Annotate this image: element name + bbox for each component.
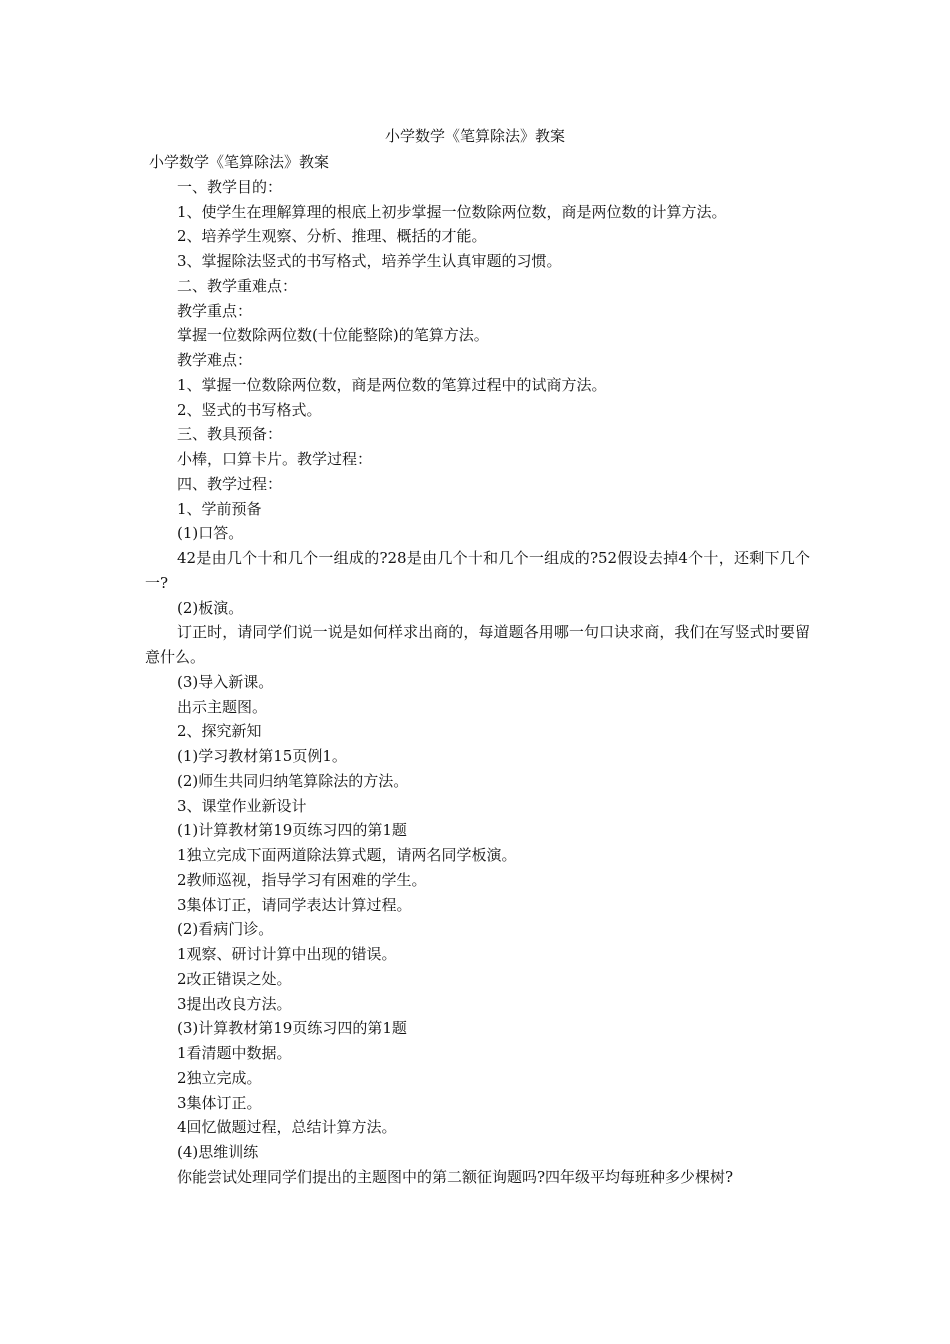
list-item: (3)导入新课。 — [177, 672, 274, 691]
list-item: 3提出改良方法。 — [177, 994, 292, 1013]
paragraph: 小棒，口算卡片。教学过程： — [177, 450, 373, 468]
paragraph: 你能尝试处理同学们提出的主题图中的第二额征询题吗?四年级平均每班种多少棵树? — [177, 1167, 734, 1186]
list-item: (2)看病门诊。 — [177, 920, 274, 939]
list-item: (1)计算教材第19页练习四的第1题 — [177, 821, 407, 840]
document-subtitle: 小学数学《笔算除法》教案 — [149, 153, 330, 171]
section-heading-key-points: 二、教学重难点： — [177, 276, 298, 295]
list-item: (2)师生共同归纳笔算除法的方法。 — [177, 771, 409, 790]
document-body — [145, 150, 810, 1190]
document-title: 小学数学《笔算除法》教案 — [384, 127, 565, 145]
paragraph-wrapped: 订正时，请同学们说一说是如何样求出商的，每道题各用哪一句口诀求商，我们在写竖式时要留意什么。 — [145, 623, 810, 666]
list-item: 2改正错误之处。 — [177, 969, 292, 988]
list-item: (4)思维训练 — [177, 1143, 259, 1161]
subheading-difficulty: 教学难点： — [177, 351, 253, 369]
section-heading-materials: 三、教具预备： — [177, 425, 283, 444]
list-item: 3集体订正。 — [177, 1093, 262, 1112]
list-item: 2独立完成。 — [177, 1068, 262, 1087]
subheading-focus: 教学重点： — [177, 301, 253, 320]
section-heading-objectives: 一、教学目的： — [177, 177, 283, 196]
list-item: 1观察、研讨计算中出现的错误。 — [177, 945, 397, 963]
difficulty-item: 2、竖式的书写格式。 — [177, 400, 322, 419]
list-item: 3集体订正，请同学表达计算过程。 — [177, 895, 412, 914]
list-item: 1独立完成下面两道除法算式题，请两名同学板演。 — [177, 846, 517, 864]
objective-item: 3、掌握除法竖式的书写格式，培养学生认真审题的习惯。 — [177, 252, 562, 270]
paragraph: 掌握一位数除两位数(十位能整除)的笔算方法。 — [177, 326, 489, 345]
list-item: 1看清题中数据。 — [177, 1044, 292, 1062]
list-item: (1)学习教材第15页例1。 — [177, 747, 347, 765]
list-item: (3)计算教材第19页练习四的第1题 — [177, 1019, 407, 1038]
list-item: 4回忆做题过程，总结计算方法。 — [177, 1118, 397, 1137]
step-heading: 3、课堂作业新设计 — [177, 796, 307, 815]
paragraph: 出示主题图。 — [177, 697, 268, 716]
list-item: (2)板演。 — [177, 598, 244, 617]
step-heading: 2、探究新知 — [177, 722, 262, 741]
difficulty-item: 1、掌握一位数除两位数，商是两位数的笔算过程中的试商方法。 — [177, 375, 607, 394]
step-heading: 1、学前预备 — [177, 499, 262, 518]
objective-item: 1、使学生在理解算理的根底上初步掌握一位数除两位数，商是两位数的计算方法。 — [177, 202, 727, 221]
list-item: 2教师巡视，指导学习有困难的学生。 — [177, 870, 427, 889]
section-heading-process: 四、教学过程： — [177, 474, 283, 493]
paragraph-wrapped: 42是由几个十和几个一组成的?28是由几个十和几个一组成的?52假设去掉4个十，还剩下几个一? — [145, 549, 810, 592]
list-item: (1)口答。 — [177, 524, 244, 543]
objective-item: 2、培养学生观察、分析、推理、概括的才能。 — [177, 227, 487, 246]
